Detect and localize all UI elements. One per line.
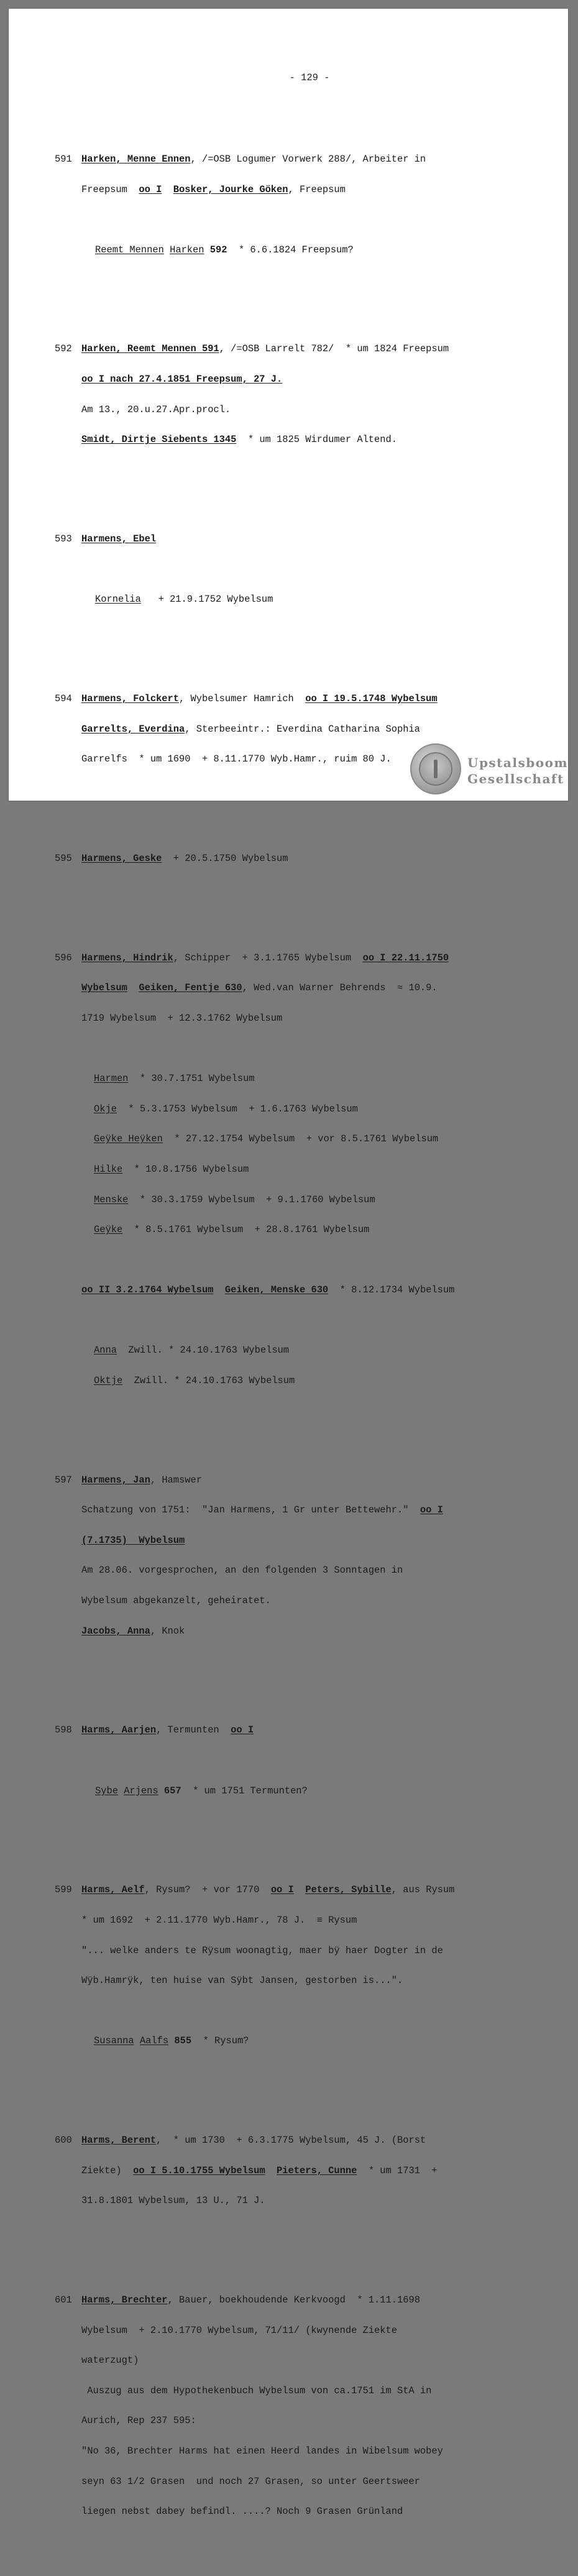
child-surname: Arjens (124, 1785, 158, 1796)
child-name: Anna (94, 1345, 117, 1356)
person-name: Harken, Reemt Mennen 591 (81, 343, 219, 355)
marriage-label: oo I 19.5.1748 Wybelsum (305, 692, 438, 704)
entry-text (204, 244, 210, 255)
child-name: Susanna (94, 2035, 134, 2047)
entry-line (55, 1565, 552, 1575)
entry-text: Am 28.06. vorgesprochen, an den folgenden 3 Sonntagen in (81, 1565, 403, 1576)
entry-line (55, 953, 552, 963)
entry-text (294, 1884, 305, 1895)
child-line (55, 1786, 552, 1796)
entry-592 (55, 324, 552, 465)
person-name: Harmens, Folckert (81, 692, 180, 704)
entry-595 (55, 834, 552, 884)
entry-text: seyn 63 1/2 Grasen und noch 27 Grasen, so unter Geertsweer (81, 2475, 420, 2487)
entry-text: , Knok (150, 1625, 185, 1637)
entry-line (55, 2166, 552, 2176)
entry-text: Garrelfs * um 1690 + 8.11.1770 Wyb.Hamr., ruim 80 J. (81, 753, 392, 765)
child-line (55, 245, 552, 255)
seal-tree-figure (434, 760, 438, 778)
entry-text: Am 13., 20.u.27.Apr.procl. (81, 403, 231, 415)
entry-line (55, 2135, 552, 2145)
entry-text: , Sterbeeintr.: Everdina Catharina Sophia (185, 723, 420, 735)
spouse-name: Geiken, Fentje 630 (139, 982, 242, 994)
entry-line (55, 724, 552, 734)
marriage-label: oo I (420, 1504, 443, 1516)
child-line (55, 1134, 552, 1144)
spouse-name: Pieters, Cunne (277, 2164, 357, 2176)
marriage-label: oo I (139, 183, 162, 195)
child-line (55, 594, 552, 604)
entry-text: * um 1751 Termunten? (181, 1785, 308, 1796)
entry-number: 591 (55, 154, 72, 165)
entry-text (168, 2035, 174, 2046)
entry-text: * 10.8.1756 Wybelsum (122, 1163, 249, 1175)
entry-line (55, 2196, 552, 2206)
person-name: Harmens, Ebel (81, 533, 157, 545)
person-name: Harms, Brechter (81, 2294, 168, 2306)
child-name: Hilke (94, 1163, 123, 1175)
entry-line (55, 1946, 552, 1956)
cross-reference: 855 (174, 2035, 192, 2047)
marriage-label: oo I (231, 1724, 254, 1736)
entry-text: * um 1731 + (357, 2164, 438, 2176)
seal-inner-ring (419, 752, 452, 786)
entry-line (55, 694, 552, 704)
entry-line (55, 435, 552, 444)
child-line (55, 1376, 552, 1386)
child-name: Harmen (94, 1073, 129, 1085)
entry-line (55, 2325, 552, 2335)
entry-599 (55, 1865, 552, 2066)
child-name: Geÿke (94, 1224, 123, 1236)
entry-text (164, 244, 170, 255)
person-name: Harms, Berent (81, 2135, 157, 2146)
entry-line (55, 1725, 552, 1735)
child-name: Reemt Mennen (95, 244, 164, 255)
entry-text: * 5.3.1753 Wybelsum + 1.6.1763 Wybelsum (116, 1103, 358, 1115)
logo-line-1: Upstalsboom (467, 755, 569, 770)
entry-text: , Schipper + 3.1.1765 Wybelsum (173, 952, 363, 964)
entry-line (55, 2477, 552, 2486)
marriage-label: (7.1735) Wybelsum (81, 1534, 185, 1546)
entry-line (55, 1885, 552, 1895)
person-name: Harms, Aelf (81, 1884, 145, 1896)
child-surname: Harken (170, 244, 204, 255)
spouse-name: Peters, Sybille (305, 1884, 392, 1896)
entry-number: 592 (55, 343, 72, 355)
entry-number: 594 (55, 692, 72, 704)
entry-line (55, 983, 552, 993)
entry-line (55, 1626, 552, 1636)
entry-text (162, 184, 173, 195)
entry-597 (55, 1455, 552, 1656)
spouse-name: Jacobs, Anna (81, 1625, 150, 1637)
entry-text: , Hamswer (150, 1474, 202, 1486)
entry-text: * 30.7.1751 Wybelsum (128, 1073, 255, 1085)
entry-number: 595 (55, 853, 72, 865)
logo-line-2: Gesellschaft (467, 771, 564, 786)
entry-text (118, 1785, 124, 1796)
entry-line (55, 1976, 552, 1985)
child-line (55, 1225, 552, 1235)
entry-line (55, 2506, 552, 2516)
entry-text: * um 1692 + 2.11.1770 Wyb.Hamr., 78 J. ≡ Rysum (81, 1914, 357, 1926)
entry-number: 597 (55, 1474, 72, 1486)
entry-text: * 8.5.1761 Wybelsum + 28.8.1761 Wybelsum (122, 1224, 370, 1236)
entry-text: waterzugt) (81, 2355, 139, 2367)
entry-line (55, 2386, 552, 2396)
entry-text: "No 36, Brechter Harms hat einen Heerd landes in Wibelsum wobey (81, 2445, 443, 2457)
person-name: Harmens, Geske (81, 853, 162, 865)
upstalsboom-seal-icon (410, 743, 461, 794)
entry-text: , Termunten (156, 1724, 231, 1736)
person-name: Harken, Menne Ennen (81, 154, 191, 165)
entry-line (55, 1475, 552, 1485)
entry-text: 1719 Wybelsum + 12.3.1762 Wybelsum (81, 1013, 283, 1024)
entry-line (55, 2295, 552, 2305)
person-name: Harms, Aarjen (81, 1724, 157, 1736)
person-name: Harmens, Jan (81, 1474, 150, 1486)
entry-text: Wybelsum + 2.10.1770 Wybelsum, 71/11/ (kwynende Ziekte (81, 2324, 397, 2336)
entry-593 (55, 514, 552, 625)
entry-text: + 21.9.1752 Wybelsum (140, 594, 273, 605)
entry-text (213, 1284, 224, 1295)
cross-reference: 657 (163, 1785, 181, 1796)
spouse-name: Geiken, Menske 630 (224, 1284, 329, 1296)
entry-text: Wÿb.Hamrÿk, ten huise van Sÿbt Jansen, gestorben is...". (81, 1975, 403, 1987)
page-number: - 129 - (289, 71, 330, 83)
entry-line (55, 853, 552, 863)
entry-text (134, 2035, 140, 2046)
document-page (9, 9, 569, 2518)
entry-text: , * um 1730 + 6.3.1775 Wybelsum, 45 J. (Borst (156, 2135, 426, 2146)
entry-line (55, 344, 552, 354)
entry-text: Auszug aus dem Hypothekenbuch Wybelsum von ca.1751 im StA in (81, 2385, 432, 2396)
child-line (55, 1104, 552, 1114)
entry-text: , Bauer, boekhoudende Kerkvoogd * 1.11.1698 (167, 2294, 420, 2306)
entry-text (158, 1785, 164, 1796)
entry-text: * 30.3.1759 Wybelsum + 9.1.1760 Wybelsum (128, 1194, 375, 1205)
entry-text: , /=OSB Logumer Vorwerk 288/, Arbeiter in (190, 154, 426, 165)
entry-line (55, 1285, 552, 1295)
entry-text: , /=OSB Larrelt 782/ * um 1824 Freepsum (219, 343, 449, 355)
entry-number: 601 (55, 2294, 72, 2306)
entry-line (55, 2446, 552, 2456)
entry-line (55, 1505, 552, 1515)
entry-601 (55, 2275, 552, 2537)
entry-text: , aus Rysum (391, 1884, 455, 1896)
entry-number: 593 (55, 533, 72, 545)
entry-text: * Rysum? (191, 2035, 249, 2047)
entry-text: Zwill. * 24.10.1763 Wybelsum (122, 1374, 295, 1386)
marriage-label: oo I (270, 1884, 294, 1896)
person-name: Harmens, Hindrik (81, 952, 173, 964)
entry-line (55, 2416, 552, 2426)
entry-text: + 20.5.1750 Wybelsum (162, 853, 288, 865)
entry-text (127, 982, 139, 993)
entry-text (265, 2165, 277, 2176)
entry-line (55, 1915, 552, 1925)
spouse-name: Garrelts, Everdina (81, 723, 185, 735)
entry-number: 599 (55, 1884, 72, 1896)
entry-text: * 8.12.1734 Wybelsum (328, 1284, 455, 1296)
spouse-name: Bosker, Jourke Göken (173, 183, 288, 195)
child-line (55, 1164, 552, 1174)
entry-line (55, 154, 552, 164)
marriage-place: Wybelsum (81, 982, 127, 994)
entry-text: Freepsum (81, 183, 139, 195)
entry-number: 598 (55, 1724, 72, 1736)
entry-598 (55, 1705, 552, 1816)
child-line (55, 1074, 552, 1083)
entry-text: Schatzung von 1751: "Jan Harmens, 1 Gr unter Bettewehr." (81, 1504, 420, 1516)
entry-text: , Freepsum (288, 183, 346, 195)
entry-text: 31.8.1801 Wybelsum, 13 U., 71 J. (81, 2195, 265, 2207)
child-name: Geÿke Heÿken (94, 1133, 163, 1145)
entry-text: * 6.6.1824 Freepsum? (227, 244, 354, 255)
entry-text: liegen nebst dabey befindl. ....? Noch 9 Grasen Grünland (81, 2506, 403, 2518)
entry-text: , Rysum? + vor 1770 (144, 1884, 271, 1896)
child-line (55, 1345, 552, 1355)
cross-reference: 592 (209, 244, 227, 255)
child-name: Sybe (95, 1785, 118, 1796)
child-line (55, 1195, 552, 1205)
document-text (55, 42, 552, 2576)
entry-line (55, 374, 552, 384)
entry-line (55, 2355, 552, 2365)
entry-number: 600 (55, 2135, 72, 2146)
entry-line (55, 1596, 552, 1606)
marriage-label: oo I 5.10.1755 Wybelsum (133, 2164, 265, 2176)
entry-text: * 27.12.1754 Wybelsum + vor 8.5.1761 Wybelsum (162, 1133, 439, 1145)
entry-596 (55, 932, 552, 1405)
entry-text: "... welke anders te Rÿsum woonagtig, maer bÿ haer Dogter in de (81, 1944, 443, 1956)
child-line (55, 2036, 552, 2046)
entry-text: Zwill. * 24.10.1763 Wybelsum (116, 1345, 290, 1356)
society-logo-text (467, 755, 568, 787)
entry-text: Ziekte) (81, 2164, 134, 2176)
entry-line (55, 185, 552, 195)
child-name: Oktje (94, 1374, 123, 1386)
entry-text: * um 1825 Wirdumer Altend. (236, 434, 397, 446)
entry-text: , Wed.van Warner Behrends ≈ 10.9. (242, 982, 438, 994)
entry-text: Wybelsum abgekanzelt, geheiratet. (81, 1595, 271, 1607)
entry-text: Aurich, Rep 237 595: (81, 2415, 196, 2427)
entry-text: , Wybelsumer Hamrich (179, 692, 306, 704)
entry-line (55, 1013, 552, 1023)
entry-line (55, 405, 552, 415)
child-name: Okje (94, 1103, 117, 1115)
entry-591 (55, 134, 552, 275)
entry-line (55, 1535, 552, 1545)
entry-line (55, 534, 552, 544)
entry-number: 596 (55, 952, 72, 964)
marriage-label: oo II 3.2.1764 Wybelsum (81, 1284, 214, 1296)
marriage-label: oo I 22.11.1750 (362, 952, 449, 964)
marriage-label: oo I nach 27.4.1851 Freepsum, 27 J. (81, 374, 283, 385)
child-name: Menske (94, 1194, 129, 1205)
child-name: Kornelia (95, 594, 141, 605)
child-surname: Aalfs (139, 2035, 169, 2047)
spouse-name: Smidt, Dirtje Siebents 1345 (81, 434, 237, 446)
entry-600 (55, 2115, 552, 2226)
